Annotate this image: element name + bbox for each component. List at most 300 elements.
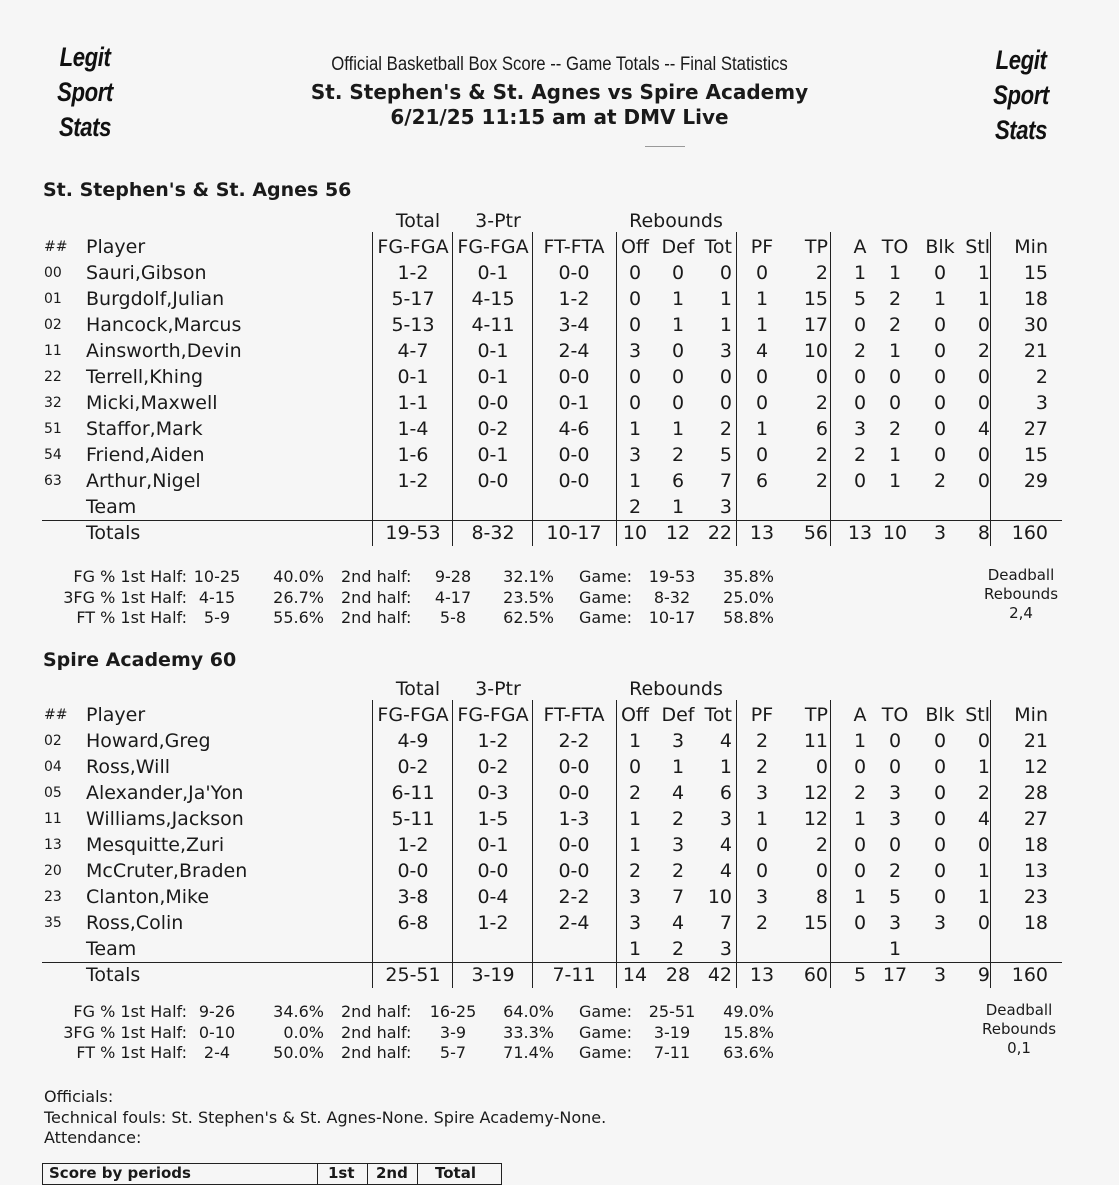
cell-stl: 2 (977, 782, 990, 804)
cell-min: 160 (1011, 522, 1048, 544)
cell-pf: 0 (755, 392, 769, 414)
cell-tp: 0 (815, 860, 828, 882)
cell-blk: 3 (933, 912, 947, 934)
box-score-table (42, 676, 1062, 986)
column-group-header (42, 208, 1062, 234)
shooting-gl: Game: (579, 1043, 633, 1062)
shooting-h2: 4-17 (434, 587, 472, 607)
cell-tp: 12 (803, 808, 828, 830)
cell-fg: 6-8 (397, 912, 429, 934)
cell-tp: 0 (815, 366, 828, 388)
cell-pf: 0 (755, 860, 769, 882)
shooting-h1: 5-9 (203, 608, 231, 627)
shooting-h2l: 2nd half: (341, 587, 412, 607)
cell-stl: 4 (977, 418, 990, 440)
cell-name: Williams,Jackson (86, 808, 244, 830)
cell-pf: 13 (749, 964, 775, 986)
cell-min: 18 (1023, 288, 1048, 310)
cell-name: Staffor,Mark (86, 418, 203, 440)
cell-tot: 4 (719, 860, 732, 882)
shooting-label: 3FG % 1st Half: (63, 1022, 187, 1042)
column-group-header (42, 676, 1062, 702)
cell-tp: 2 (815, 392, 828, 414)
cell-to: 2 (888, 288, 902, 310)
cell-name: Micki,Maxwell (86, 392, 218, 414)
cell-ft: 0-0 (558, 262, 590, 284)
cell-blk: 0 (933, 860, 947, 882)
table-row (42, 364, 1062, 390)
column-divider (532, 700, 533, 988)
cell-name: Hancock,Marcus (86, 314, 242, 336)
cell-blk: Blk (925, 236, 955, 258)
cell-name: Burgdolf,Julian (86, 288, 225, 310)
team-row (42, 494, 1062, 520)
column-divider (532, 232, 533, 546)
cell-stl: 0 (977, 314, 990, 336)
shooting-h2p: 32.1% (503, 567, 554, 586)
cell-fg3: 0-1 (477, 834, 509, 856)
cell-num: ## (44, 707, 68, 723)
cell-to: 5 (888, 886, 902, 908)
cell-fg: 1-2 (397, 470, 429, 492)
shooting-label: 3FG % 1st Half: (63, 587, 187, 607)
cell-tp: 2 (815, 470, 828, 492)
cell-num: 32 (44, 395, 62, 411)
cell-def: 2 (671, 444, 685, 466)
shooting-h1: 2-4 (203, 1043, 231, 1062)
cell-ft: 1-2 (558, 288, 590, 310)
cell-name: Friend,Aiden (86, 444, 205, 466)
cell-tot: 42 (707, 964, 732, 986)
cell-off: 3 (628, 912, 642, 934)
cell-blk: 0 (933, 808, 947, 830)
deadball-rebounds: Deadball Rebounds 2,4 (983, 566, 1059, 622)
table-row (42, 910, 1062, 936)
cell-name: Arthur,Nigel (86, 470, 201, 492)
column-header (42, 234, 1062, 260)
cell-tp: 8 (815, 886, 828, 908)
cell-pf: 1 (755, 808, 769, 830)
matchup-title: St. Stephen's & St. Agnes vs Spire Academy (310, 80, 809, 104)
cell-num: 00 (44, 265, 62, 281)
shooting-row (42, 566, 782, 587)
cell-to: 10 (882, 522, 908, 544)
shooting-h2l: 2nd half: (341, 1002, 412, 1021)
cell-off: 1 (628, 808, 642, 830)
cell-tot: 7 (719, 912, 732, 934)
cell-blk: 1 (933, 288, 947, 310)
shooting-gp: 35.8% (723, 567, 774, 586)
shooting-h1: 4-15 (198, 587, 236, 607)
cell-fg: 1-1 (397, 392, 429, 414)
cell-stl: 0 (977, 444, 990, 466)
cell-min: 3 (1035, 392, 1048, 414)
cell-fg3: 0-1 (477, 366, 509, 388)
cell-to: 1 (888, 262, 902, 284)
cell-def: 3 (671, 730, 685, 752)
cell-to: 0 (888, 392, 902, 414)
cell-fg: 5-17 (391, 288, 435, 310)
cell-blk: 0 (933, 886, 947, 908)
cell-name: Totals (86, 522, 141, 544)
column-divider (616, 232, 617, 546)
cell-tp: 0 (815, 756, 828, 778)
table-row (42, 338, 1062, 364)
cell-off: Off (620, 236, 650, 258)
cell-def: 2 (671, 808, 685, 830)
column-group-label: 3-Ptr (475, 678, 521, 700)
shooting-row (42, 587, 782, 608)
shooting-label: FT % 1st Half: (76, 608, 187, 627)
cell-num: 51 (44, 421, 62, 437)
deadball-rebounds: Deadball Rebounds 0,1 (981, 1001, 1057, 1057)
cell-blk: 3 (933, 522, 947, 544)
table-row (42, 416, 1062, 442)
cell-to: 2 (888, 860, 902, 882)
cell-min: Min (1014, 236, 1048, 258)
shooting-h2l: 2nd half: (341, 1022, 412, 1042)
column-divider (990, 700, 991, 988)
cell-to: 2 (888, 418, 902, 440)
cell-def: 1 (671, 756, 685, 778)
cell-stl: 8 (977, 522, 990, 544)
cell-off: 0 (628, 262, 642, 284)
shooting-row (42, 1022, 782, 1043)
cell-fg3: 0-1 (477, 340, 509, 362)
cell-to: 0 (888, 756, 902, 778)
cell-ft: 0-0 (558, 834, 590, 856)
cell-tot: 3 (719, 340, 732, 362)
table-row (42, 286, 1062, 312)
logo-right: Legit Sport Stats (993, 45, 1049, 145)
cell-a: 1 (853, 886, 867, 908)
shooting-g: 8-32 (653, 587, 691, 607)
cell-num: 11 (44, 343, 62, 359)
cell-tp: 15 (803, 912, 828, 934)
shooting-h2: 16-25 (429, 1002, 477, 1021)
cell-def: 1 (671, 288, 685, 310)
cell-min: 27 (1023, 418, 1048, 440)
cell-tot: Tot (704, 704, 732, 726)
cell-num: 02 (44, 317, 62, 333)
cell-blk: 0 (933, 262, 947, 284)
shooting-g: 10-17 (648, 608, 696, 627)
cell-name: Ross,Colin (86, 912, 184, 934)
cell-fg: 1-4 (397, 418, 429, 440)
cell-min: 30 (1023, 314, 1048, 336)
attendance: Attendance: (44, 1128, 142, 1147)
cell-off: 0 (628, 366, 642, 388)
cell-a: 2 (853, 444, 867, 466)
shooting-g: 7-11 (653, 1043, 691, 1062)
cell-a: A (853, 704, 867, 726)
cell-off: 10 (622, 522, 648, 544)
cell-tp: 10 (803, 340, 828, 362)
cell-num: 04 (44, 759, 62, 775)
cell-ft: 7-11 (552, 964, 596, 986)
shooting-h1p: 50.0% (273, 1043, 324, 1062)
cell-def: 4 (671, 782, 685, 804)
team-title: St. Stephen's & St. Agnes 56 (43, 179, 352, 201)
cell-tot: 7 (719, 470, 732, 492)
score-by-periods (42, 1163, 502, 1185)
shooting-gp: 25.0% (723, 587, 774, 607)
cell-ft: FT-FTA (543, 704, 605, 726)
cell-stl: 2 (977, 340, 990, 362)
shooting-h2: 5-7 (439, 1043, 467, 1062)
cell-fg3: 0-3 (477, 782, 509, 804)
cell-blk: 0 (933, 392, 947, 414)
cell-tot: 4 (719, 730, 732, 752)
cell-num: 35 (44, 915, 62, 931)
cell-to: 1 (888, 444, 902, 466)
shooting-gl: Game: (579, 608, 633, 627)
cell-fg: 19-53 (385, 522, 441, 544)
cell-min: 23 (1023, 886, 1048, 908)
cell-off: 14 (622, 964, 648, 986)
table-row (42, 832, 1062, 858)
cell-stl: 0 (977, 366, 990, 388)
cell-off: 1 (628, 834, 642, 856)
cell-ft: 4-6 (558, 418, 590, 440)
cell-pf: 6 (755, 470, 769, 492)
cell-tp: 11 (803, 730, 828, 752)
cell-tot: Tot (704, 236, 732, 258)
cell-num: 13 (44, 837, 62, 853)
shooting-h2: 3-9 (439, 1022, 467, 1042)
cell-def: 4 (671, 912, 685, 934)
shooting-row (42, 607, 782, 628)
cell-stl: 4 (977, 808, 990, 830)
shooting-h2p: 64.0% (503, 1002, 554, 1021)
cell-def: 0 (671, 366, 685, 388)
cell-fg3: 0-2 (477, 418, 509, 440)
shooting-h1: 0-10 (198, 1022, 236, 1042)
cell-pf: 2 (755, 730, 769, 752)
cell-a: 0 (853, 860, 867, 882)
cell-name: Clanton,Mike (86, 886, 210, 908)
cell-pf: 4 (755, 340, 769, 362)
cell-a: 2 (853, 340, 867, 362)
cell-fg3: 0-1 (477, 444, 509, 466)
cell-pf: 0 (755, 262, 769, 284)
cell-tot: 0 (719, 366, 732, 388)
totals-row (42, 962, 1062, 988)
shooting-h2p: 71.4% (503, 1043, 554, 1062)
cell-ft: 0-0 (558, 782, 590, 804)
cell-stl: 0 (977, 912, 990, 934)
column-divider (736, 700, 737, 988)
cell-off: 1 (628, 938, 642, 960)
cell-fg: 1-2 (397, 834, 429, 856)
cell-pf: 1 (755, 418, 769, 440)
shooting-g: 25-51 (648, 1002, 696, 1021)
logo-left: Legit Sport Stats (57, 42, 113, 142)
cell-ft: 0-0 (558, 756, 590, 778)
column-divider (736, 232, 737, 546)
technical-fouls: Technical fouls: St. Stephen's & St. Agnes-None. Spire Academy-None. (44, 1108, 607, 1127)
cell-stl: 1 (977, 288, 990, 310)
cell-name: Howard,Greg (86, 730, 211, 752)
cell-tot: 0 (719, 262, 732, 284)
cell-blk: 0 (933, 314, 947, 336)
shooting-h2l: 2nd half: (341, 608, 412, 627)
cell-off: 2 (628, 496, 642, 518)
cell-fg3: 0-0 (477, 860, 509, 882)
cell-pf: 2 (755, 756, 769, 778)
cell-min: 160 (1011, 964, 1048, 986)
cell-stl: 1 (977, 886, 990, 908)
cell-stl: 0 (977, 834, 990, 856)
table-row (42, 442, 1062, 468)
cell-blk: 0 (933, 782, 947, 804)
cell-off: 0 (628, 314, 642, 336)
cell-off: 3 (628, 886, 642, 908)
column-group-label: 3-Ptr (475, 210, 521, 232)
shooting-h2l: 2nd half: (341, 567, 412, 586)
cell-to: 0 (888, 834, 902, 856)
cell-min: 21 (1023, 730, 1048, 752)
cell-pf: PF (750, 236, 774, 258)
cell-ft: FT-FTA (543, 236, 605, 258)
shooting-row (42, 1042, 782, 1063)
period-1st: 1st (328, 1164, 355, 1182)
table-row (42, 780, 1062, 806)
shooting-h2p: 23.5% (503, 587, 554, 607)
cell-fg3: FG-FGA (457, 236, 529, 258)
cell-def: 28 (665, 964, 691, 986)
cell-min: 15 (1023, 444, 1048, 466)
cell-ft: 0-0 (558, 366, 590, 388)
column-group-label: Rebounds (629, 210, 723, 232)
cell-def: 7 (671, 886, 685, 908)
cell-off: 0 (628, 756, 642, 778)
cell-ft: 1-3 (558, 808, 590, 830)
cell-to: 1 (888, 470, 902, 492)
shooting-gp: 58.8% (723, 608, 774, 627)
cell-blk: Blk (925, 704, 955, 726)
cell-off: 2 (628, 860, 642, 882)
cell-a: 0 (853, 834, 867, 856)
shooting-g: 19-53 (648, 567, 696, 586)
cell-a: 1 (853, 808, 867, 830)
cell-a: 3 (853, 418, 867, 440)
column-divider (616, 700, 617, 988)
cell-min: 15 (1023, 262, 1048, 284)
shooting-g: 3-19 (653, 1022, 691, 1042)
shooting-h1p: 55.6% (273, 608, 324, 627)
cell-ft: 0-0 (558, 444, 590, 466)
table-row (42, 390, 1062, 416)
cell-off: 0 (628, 392, 642, 414)
cell-fg: FG-FGA (377, 236, 449, 258)
cell-fg3: 8-32 (471, 522, 515, 544)
cell-def: 2 (671, 938, 685, 960)
cell-stl: 0 (977, 470, 990, 492)
shooting-h2: 5-8 (439, 608, 467, 627)
cell-to: TO (881, 236, 909, 258)
shooting-label: FT % 1st Half: (76, 1043, 187, 1062)
totals-divider (42, 962, 1062, 963)
cell-def: 3 (671, 834, 685, 856)
cell-blk: 3 (933, 964, 947, 986)
column-group-label: Rebounds (629, 678, 723, 700)
cell-a: 1 (853, 262, 867, 284)
cell-tp: TP (804, 704, 828, 726)
cell-fg3: 0-0 (477, 392, 509, 414)
cell-off: 3 (628, 340, 642, 362)
cell-stl: 0 (977, 730, 990, 752)
cell-fg: 0-0 (397, 860, 429, 882)
cell-to: 0 (888, 366, 902, 388)
period-2nd: 2nd (376, 1164, 408, 1182)
shooting-gp: 15.8% (723, 1022, 774, 1042)
officials: Officials: (44, 1087, 114, 1106)
cell-name: Team (86, 938, 137, 960)
shooting-label: FG % 1st Half: (73, 567, 187, 586)
shooting-h1p: 26.7% (273, 587, 324, 607)
cell-ft: 0-0 (558, 860, 590, 882)
shooting-h2l: 2nd half: (341, 1043, 412, 1062)
cell-fg: 0-2 (397, 756, 429, 778)
score-by-periods-label: Score by periods (49, 1164, 191, 1182)
cell-ft: 2-2 (558, 886, 590, 908)
cell-tp: 15 (803, 288, 828, 310)
table-row (42, 754, 1062, 780)
cell-ft: 0-1 (558, 392, 590, 414)
cell-a: 0 (853, 912, 867, 934)
cell-to: 3 (888, 782, 902, 804)
cell-tp: 6 (815, 418, 828, 440)
cell-to: 3 (888, 912, 902, 934)
cell-fg3: FG-FGA (457, 704, 529, 726)
column-divider (830, 232, 831, 546)
cell-pf: 0 (755, 444, 769, 466)
cell-fg: 25-51 (385, 964, 441, 986)
cell-tp: 2 (815, 834, 828, 856)
cell-fg: 1-6 (397, 444, 429, 466)
cell-min: Min (1014, 704, 1048, 726)
cell-ft: 3-4 (558, 314, 590, 336)
cell-a: 5 (853, 288, 867, 310)
cell-def: 12 (665, 522, 691, 544)
cell-a: 0 (853, 366, 867, 388)
cell-pf: 1 (755, 314, 769, 336)
cell-min: 18 (1023, 912, 1048, 934)
cell-fg3: 4-15 (471, 288, 515, 310)
shooting-gl: Game: (579, 587, 633, 607)
cell-blk: 2 (933, 470, 947, 492)
cell-off: 3 (628, 444, 642, 466)
cell-stl: 1 (977, 262, 990, 284)
cell-stl: Stl (965, 236, 990, 258)
cell-tot: 6 (719, 782, 732, 804)
cell-stl: 1 (977, 756, 990, 778)
column-group-label: Total (395, 678, 441, 700)
cell-off: Off (620, 704, 650, 726)
shooting-gp: 63.6% (723, 1043, 774, 1062)
cell-num: ## (44, 239, 68, 255)
cell-a: A (853, 236, 867, 258)
cell-tp: 60 (803, 964, 828, 986)
cell-fg: 3-8 (397, 886, 429, 908)
cell-off: 1 (628, 418, 642, 440)
cell-fg: 4-7 (397, 340, 429, 362)
shooting-h1p: 0.0% (283, 1022, 324, 1042)
cell-to: TO (881, 704, 909, 726)
shooting-h1p: 40.0% (273, 567, 324, 586)
cell-fg3: 0-4 (477, 886, 509, 908)
